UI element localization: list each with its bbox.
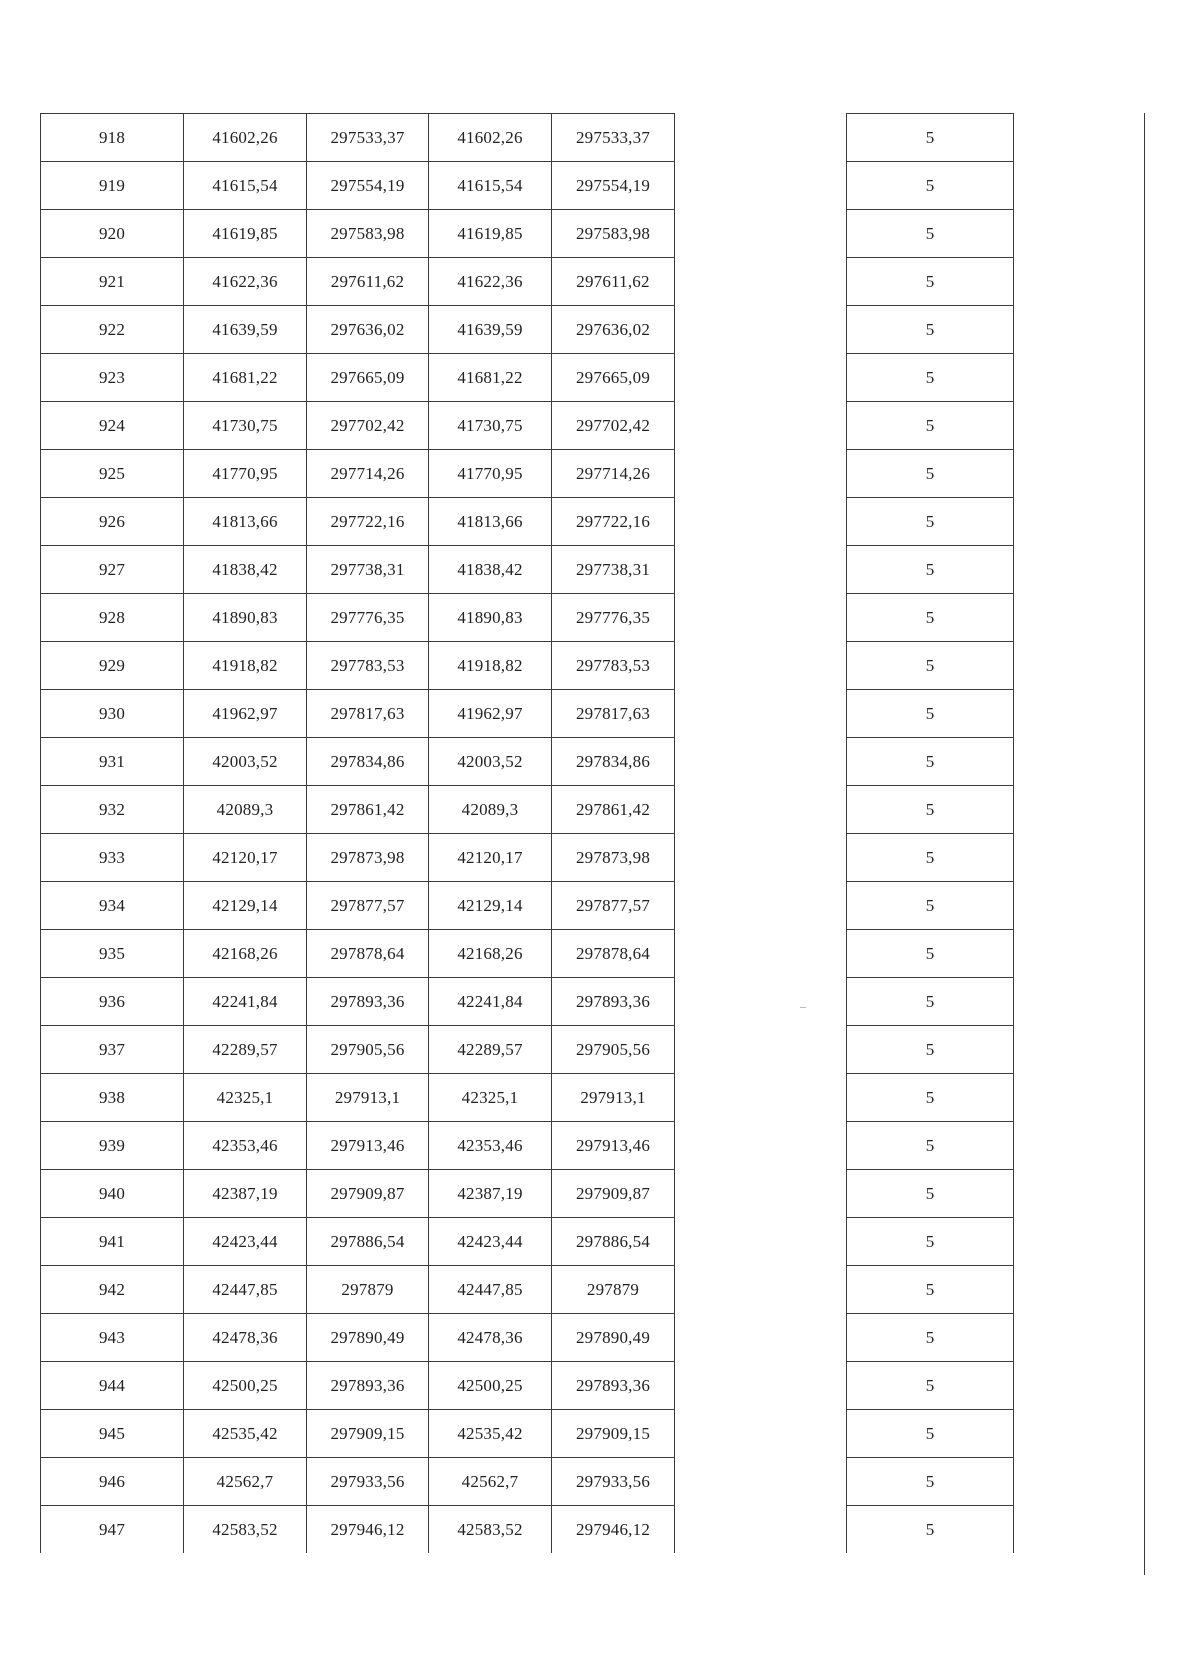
y-coordinate-repeat-cell: 297946,12 xyxy=(552,1506,675,1554)
x-coordinate-cell: 42535,42 xyxy=(184,1410,307,1458)
table-row xyxy=(41,1458,675,1506)
x-coordinate-cell: 41918,82 xyxy=(184,642,307,690)
x-coordinate-cell: 41838,42 xyxy=(184,546,307,594)
y-coordinate-repeat-cell: 297776,35 xyxy=(552,594,675,642)
x-coordinate-repeat-cell: 42447,85 xyxy=(429,1266,552,1314)
accuracy-cell: 5 xyxy=(847,306,1014,354)
x-coordinate-repeat-cell: 42562,7 xyxy=(429,1458,552,1506)
x-coordinate-cell: 41962,97 xyxy=(184,690,307,738)
table-row xyxy=(41,594,675,642)
x-coordinate-repeat-cell: 42423,44 xyxy=(429,1218,552,1266)
table-row xyxy=(41,1074,675,1122)
accuracy-cell: 5 xyxy=(847,1122,1014,1170)
accuracy-cell: 5 xyxy=(847,1266,1014,1314)
table-row xyxy=(41,162,675,210)
accuracy-row xyxy=(847,1410,1014,1458)
y-coordinate-repeat-cell: 297583,98 xyxy=(552,210,675,258)
x-coordinate-cell: 42289,57 xyxy=(184,1026,307,1074)
x-coordinate-repeat-cell: 42325,1 xyxy=(429,1074,552,1122)
accuracy-row xyxy=(847,258,1014,306)
table-row xyxy=(41,306,675,354)
y-coordinate-cell: 297913,1 xyxy=(307,1074,429,1122)
x-coordinate-repeat-cell: 42387,19 xyxy=(429,1170,552,1218)
table-row xyxy=(41,786,675,834)
x-coordinate-repeat-cell: 42168,26 xyxy=(429,930,552,978)
table-row xyxy=(41,210,675,258)
x-coordinate-repeat-cell: 41619,85 xyxy=(429,210,552,258)
accuracy-cell: 5 xyxy=(847,114,1014,162)
accuracy-cell: 5 xyxy=(847,738,1014,786)
accuracy-row xyxy=(847,354,1014,402)
y-coordinate-cell: 297817,63 xyxy=(307,690,429,738)
table-row xyxy=(41,1122,675,1170)
table-row xyxy=(41,450,675,498)
table-row xyxy=(41,354,675,402)
accuracy-row xyxy=(847,1122,1014,1170)
table-row xyxy=(41,258,675,306)
accuracy-cell: 5 xyxy=(847,834,1014,882)
x-coordinate-repeat-cell: 41681,22 xyxy=(429,354,552,402)
accuracy-row xyxy=(847,882,1014,930)
y-coordinate-repeat-cell: 297879 xyxy=(552,1266,675,1314)
accuracy-row xyxy=(847,786,1014,834)
accuracy-row xyxy=(847,1266,1014,1314)
accuracy-table-body xyxy=(847,114,1014,1554)
y-coordinate-repeat-cell: 297890,49 xyxy=(552,1314,675,1362)
point-number-cell: 946 xyxy=(41,1458,184,1506)
x-coordinate-repeat-cell: 41918,82 xyxy=(429,642,552,690)
accuracy-row xyxy=(847,450,1014,498)
point-number-cell: 937 xyxy=(41,1026,184,1074)
accuracy-row xyxy=(847,1458,1014,1506)
accuracy-cell: 5 xyxy=(847,210,1014,258)
accuracy-row xyxy=(847,1170,1014,1218)
accuracy-cell: 5 xyxy=(847,882,1014,930)
x-coordinate-cell: 41770,95 xyxy=(184,450,307,498)
y-coordinate-repeat-cell: 297877,57 xyxy=(552,882,675,930)
table-row xyxy=(41,1026,675,1074)
y-coordinate-repeat-cell: 297702,42 xyxy=(552,402,675,450)
point-number-cell: 926 xyxy=(41,498,184,546)
y-coordinate-cell: 297783,53 xyxy=(307,642,429,690)
table-row xyxy=(41,738,675,786)
y-coordinate-cell: 297878,64 xyxy=(307,930,429,978)
scan-speck xyxy=(800,1007,806,1008)
x-coordinate-cell: 42387,19 xyxy=(184,1170,307,1218)
y-coordinate-repeat-cell: 297913,46 xyxy=(552,1122,675,1170)
x-coordinate-cell: 42325,1 xyxy=(184,1074,307,1122)
y-coordinate-repeat-cell: 297783,53 xyxy=(552,642,675,690)
y-coordinate-repeat-cell: 297554,19 xyxy=(552,162,675,210)
y-coordinate-cell: 297913,46 xyxy=(307,1122,429,1170)
y-coordinate-repeat-cell: 297722,16 xyxy=(552,498,675,546)
y-coordinate-cell: 297702,42 xyxy=(307,402,429,450)
x-coordinate-repeat-cell: 42089,3 xyxy=(429,786,552,834)
x-coordinate-repeat-cell: 42289,57 xyxy=(429,1026,552,1074)
table-row xyxy=(41,834,675,882)
accuracy-cell: 5 xyxy=(847,1314,1014,1362)
table-row xyxy=(41,546,675,594)
accuracy-cell: 5 xyxy=(847,930,1014,978)
accuracy-row xyxy=(847,1026,1014,1074)
x-coordinate-repeat-cell: 42478,36 xyxy=(429,1314,552,1362)
point-number-cell: 933 xyxy=(41,834,184,882)
coordinates-table-body xyxy=(41,114,675,1554)
y-coordinate-cell: 297714,26 xyxy=(307,450,429,498)
table-row xyxy=(41,498,675,546)
accuracy-cell: 5 xyxy=(847,450,1014,498)
y-coordinate-cell: 297905,56 xyxy=(307,1026,429,1074)
x-coordinate-cell: 41602,26 xyxy=(184,114,307,162)
x-coordinate-repeat-cell: 41813,66 xyxy=(429,498,552,546)
y-coordinate-cell: 297665,09 xyxy=(307,354,429,402)
accuracy-row xyxy=(847,210,1014,258)
accuracy-cell: 5 xyxy=(847,402,1014,450)
table-row xyxy=(41,882,675,930)
y-coordinate-repeat-cell: 297817,63 xyxy=(552,690,675,738)
point-number-cell: 939 xyxy=(41,1122,184,1170)
y-coordinate-repeat-cell: 297665,09 xyxy=(552,354,675,402)
y-coordinate-repeat-cell: 297893,36 xyxy=(552,978,675,1026)
x-coordinate-repeat-cell: 41730,75 xyxy=(429,402,552,450)
accuracy-row xyxy=(847,690,1014,738)
accuracy-row xyxy=(847,498,1014,546)
point-number-cell: 931 xyxy=(41,738,184,786)
point-number-cell: 924 xyxy=(41,402,184,450)
point-number-cell: 942 xyxy=(41,1266,184,1314)
y-coordinate-repeat-cell: 297878,64 xyxy=(552,930,675,978)
x-coordinate-repeat-cell: 42353,46 xyxy=(429,1122,552,1170)
y-coordinate-repeat-cell: 297714,26 xyxy=(552,450,675,498)
y-coordinate-cell: 297890,49 xyxy=(307,1314,429,1362)
accuracy-row xyxy=(847,1074,1014,1122)
y-coordinate-repeat-cell: 297905,56 xyxy=(552,1026,675,1074)
x-coordinate-repeat-cell: 42535,42 xyxy=(429,1410,552,1458)
accuracy-cell: 5 xyxy=(847,498,1014,546)
y-coordinate-cell: 297893,36 xyxy=(307,978,429,1026)
y-coordinate-cell: 297861,42 xyxy=(307,786,429,834)
accuracy-cell: 5 xyxy=(847,594,1014,642)
x-coordinate-repeat-cell: 42129,14 xyxy=(429,882,552,930)
x-coordinate-repeat-cell: 41602,26 xyxy=(429,114,552,162)
y-coordinate-cell: 297946,12 xyxy=(307,1506,429,1554)
point-number-cell: 941 xyxy=(41,1218,184,1266)
table-row xyxy=(41,1314,675,1362)
accuracy-cell: 5 xyxy=(847,1170,1014,1218)
point-number-cell: 936 xyxy=(41,978,184,1026)
point-number-cell: 928 xyxy=(41,594,184,642)
table-row xyxy=(41,642,675,690)
table-row xyxy=(41,930,675,978)
y-coordinate-repeat-cell: 297873,98 xyxy=(552,834,675,882)
y-coordinate-cell: 297873,98 xyxy=(307,834,429,882)
x-coordinate-cell: 42089,3 xyxy=(184,786,307,834)
right-border-line xyxy=(1144,113,1145,1575)
accuracy-row xyxy=(847,738,1014,786)
accuracy-table xyxy=(846,113,1014,1553)
point-number-cell: 919 xyxy=(41,162,184,210)
accuracy-row xyxy=(847,1218,1014,1266)
y-coordinate-repeat-cell: 297886,54 xyxy=(552,1218,675,1266)
point-number-cell: 932 xyxy=(41,786,184,834)
accuracy-row xyxy=(847,546,1014,594)
x-coordinate-repeat-cell: 42120,17 xyxy=(429,834,552,882)
table-row xyxy=(41,1170,675,1218)
x-coordinate-cell: 42168,26 xyxy=(184,930,307,978)
y-coordinate-cell: 297886,54 xyxy=(307,1218,429,1266)
accuracy-cell: 5 xyxy=(847,786,1014,834)
x-coordinate-repeat-cell: 41770,95 xyxy=(429,450,552,498)
y-coordinate-repeat-cell: 297636,02 xyxy=(552,306,675,354)
x-coordinate-cell: 42478,36 xyxy=(184,1314,307,1362)
x-coordinate-cell: 42423,44 xyxy=(184,1218,307,1266)
table-row xyxy=(41,1506,675,1554)
x-coordinate-cell: 41890,83 xyxy=(184,594,307,642)
point-number-cell: 930 xyxy=(41,690,184,738)
point-number-cell: 925 xyxy=(41,450,184,498)
y-coordinate-repeat-cell: 297834,86 xyxy=(552,738,675,786)
y-coordinate-cell: 297533,37 xyxy=(307,114,429,162)
y-coordinate-repeat-cell: 297611,62 xyxy=(552,258,675,306)
y-coordinate-repeat-cell: 297909,87 xyxy=(552,1170,675,1218)
point-number-cell: 943 xyxy=(41,1314,184,1362)
point-number-cell: 920 xyxy=(41,210,184,258)
point-number-cell: 929 xyxy=(41,642,184,690)
accuracy-cell: 5 xyxy=(847,546,1014,594)
point-number-cell: 918 xyxy=(41,114,184,162)
x-coordinate-cell: 42447,85 xyxy=(184,1266,307,1314)
accuracy-row xyxy=(847,306,1014,354)
x-coordinate-cell: 41622,36 xyxy=(184,258,307,306)
point-number-cell: 921 xyxy=(41,258,184,306)
x-coordinate-repeat-cell: 41890,83 xyxy=(429,594,552,642)
y-coordinate-cell: 297909,87 xyxy=(307,1170,429,1218)
table-row xyxy=(41,690,675,738)
table-row xyxy=(41,1218,675,1266)
y-coordinate-cell: 297722,16 xyxy=(307,498,429,546)
y-coordinate-cell: 297909,15 xyxy=(307,1410,429,1458)
y-coordinate-repeat-cell: 297909,15 xyxy=(552,1410,675,1458)
point-number-cell: 938 xyxy=(41,1074,184,1122)
accuracy-cell: 5 xyxy=(847,1074,1014,1122)
accuracy-cell: 5 xyxy=(847,690,1014,738)
table-row xyxy=(41,402,675,450)
y-coordinate-repeat-cell: 297893,36 xyxy=(552,1362,675,1410)
accuracy-row xyxy=(847,594,1014,642)
x-coordinate-repeat-cell: 42003,52 xyxy=(429,738,552,786)
x-coordinate-repeat-cell: 42500,25 xyxy=(429,1362,552,1410)
accuracy-row xyxy=(847,402,1014,450)
accuracy-row xyxy=(847,642,1014,690)
accuracy-row xyxy=(847,1506,1014,1554)
x-coordinate-repeat-cell: 41962,97 xyxy=(429,690,552,738)
y-coordinate-cell: 297636,02 xyxy=(307,306,429,354)
table-row xyxy=(41,114,675,162)
x-coordinate-cell: 42003,52 xyxy=(184,738,307,786)
point-number-cell: 923 xyxy=(41,354,184,402)
x-coordinate-cell: 41615,54 xyxy=(184,162,307,210)
point-number-cell: 922 xyxy=(41,306,184,354)
x-coordinate-cell: 42500,25 xyxy=(184,1362,307,1410)
x-coordinate-cell: 42120,17 xyxy=(184,834,307,882)
table-row xyxy=(41,1410,675,1458)
accuracy-row xyxy=(847,978,1014,1026)
point-number-cell: 934 xyxy=(41,882,184,930)
accuracy-row xyxy=(847,1314,1014,1362)
table-row xyxy=(41,1362,675,1410)
accuracy-row xyxy=(847,162,1014,210)
accuracy-cell: 5 xyxy=(847,1026,1014,1074)
accuracy-cell: 5 xyxy=(847,1506,1014,1554)
accuracy-cell: 5 xyxy=(847,1458,1014,1506)
x-coordinate-cell: 42353,46 xyxy=(184,1122,307,1170)
x-coordinate-cell: 42583,52 xyxy=(184,1506,307,1554)
y-coordinate-repeat-cell: 297933,56 xyxy=(552,1458,675,1506)
x-coordinate-repeat-cell: 41615,54 xyxy=(429,162,552,210)
y-coordinate-cell: 297893,36 xyxy=(307,1362,429,1410)
x-coordinate-cell: 41730,75 xyxy=(184,402,307,450)
x-coordinate-cell: 41681,22 xyxy=(184,354,307,402)
accuracy-cell: 5 xyxy=(847,1410,1014,1458)
y-coordinate-repeat-cell: 297913,1 xyxy=(552,1074,675,1122)
y-coordinate-cell: 297738,31 xyxy=(307,546,429,594)
accuracy-cell: 5 xyxy=(847,354,1014,402)
y-coordinate-cell: 297776,35 xyxy=(307,594,429,642)
y-coordinate-cell: 297554,19 xyxy=(307,162,429,210)
x-coordinate-cell: 42562,7 xyxy=(184,1458,307,1506)
y-coordinate-cell: 297877,57 xyxy=(307,882,429,930)
accuracy-cell: 5 xyxy=(847,258,1014,306)
y-coordinate-cell: 297611,62 xyxy=(307,258,429,306)
x-coordinate-repeat-cell: 42583,52 xyxy=(429,1506,552,1554)
y-coordinate-cell: 297583,98 xyxy=(307,210,429,258)
x-coordinate-repeat-cell: 41639,59 xyxy=(429,306,552,354)
table-row xyxy=(41,1266,675,1314)
point-number-cell: 940 xyxy=(41,1170,184,1218)
y-coordinate-repeat-cell: 297533,37 xyxy=(552,114,675,162)
point-number-cell: 944 xyxy=(41,1362,184,1410)
y-coordinate-cell: 297834,86 xyxy=(307,738,429,786)
x-coordinate-repeat-cell: 42241,84 xyxy=(429,978,552,1026)
accuracy-row xyxy=(847,1362,1014,1410)
accuracy-cell: 5 xyxy=(847,978,1014,1026)
accuracy-cell: 5 xyxy=(847,162,1014,210)
coordinates-table xyxy=(40,113,675,1553)
x-coordinate-cell: 42241,84 xyxy=(184,978,307,1026)
accuracy-row xyxy=(847,930,1014,978)
point-number-cell: 927 xyxy=(41,546,184,594)
x-coordinate-cell: 42129,14 xyxy=(184,882,307,930)
accuracy-cell: 5 xyxy=(847,1362,1014,1410)
x-coordinate-cell: 41813,66 xyxy=(184,498,307,546)
y-coordinate-cell: 297879 xyxy=(307,1266,429,1314)
point-number-cell: 947 xyxy=(41,1506,184,1554)
accuracy-row xyxy=(847,114,1014,162)
accuracy-row xyxy=(847,834,1014,882)
x-coordinate-repeat-cell: 41622,36 xyxy=(429,258,552,306)
y-coordinate-repeat-cell: 297738,31 xyxy=(552,546,675,594)
y-coordinate-repeat-cell: 297861,42 xyxy=(552,786,675,834)
accuracy-cell: 5 xyxy=(847,1218,1014,1266)
x-coordinate-repeat-cell: 41838,42 xyxy=(429,546,552,594)
table-row xyxy=(41,978,675,1026)
point-number-cell: 935 xyxy=(41,930,184,978)
x-coordinate-cell: 41619,85 xyxy=(184,210,307,258)
accuracy-cell: 5 xyxy=(847,642,1014,690)
x-coordinate-cell: 41639,59 xyxy=(184,306,307,354)
y-coordinate-cell: 297933,56 xyxy=(307,1458,429,1506)
point-number-cell: 945 xyxy=(41,1410,184,1458)
